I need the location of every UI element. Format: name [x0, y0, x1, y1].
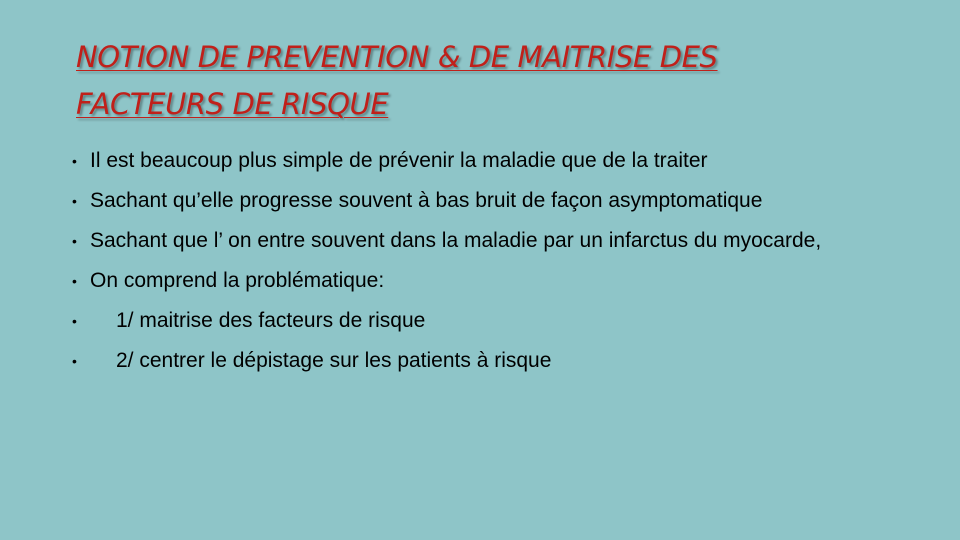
bullet-text: Sachant qu’elle progresse souvent à bas bruit de façon asymptomatique	[90, 189, 763, 212]
bullet-item	[72, 226, 892, 256]
bullet-dot-icon: •	[72, 153, 77, 169]
bullet-item	[72, 306, 892, 336]
title-line-1: NOTION DE PREVENTION & DE MAITRISE DES	[76, 40, 718, 74]
bullet-text: 2/ centrer le dépistage sur les patients à risque	[116, 349, 552, 372]
bullet-dot-icon: •	[72, 233, 77, 249]
bullet-text: Il est beaucoup plus simple de prévenir la maladie que de la traiter	[90, 149, 708, 172]
bullet-text: Sachant que l’ on entre souvent dans la maladie par un infarctus du myocarde,	[90, 229, 822, 252]
slide-title	[76, 34, 936, 128]
bullet-list	[72, 146, 892, 386]
bullet-item	[72, 266, 892, 296]
bullet-text: On comprend la problématique:	[90, 269, 385, 292]
bullet-text: 1/ maitrise des facteurs de risque	[116, 309, 426, 332]
bullet-dot-icon: •	[72, 193, 77, 209]
bullet-item	[72, 146, 892, 176]
bullet-dot-icon: •	[72, 313, 77, 329]
bullet-dot-icon: •	[72, 353, 77, 369]
bullet-item	[72, 186, 892, 216]
title-line-2: FACTEURS DE RISQUE	[76, 87, 389, 121]
bullet-item	[72, 346, 892, 376]
bullet-dot-icon: •	[72, 273, 77, 289]
